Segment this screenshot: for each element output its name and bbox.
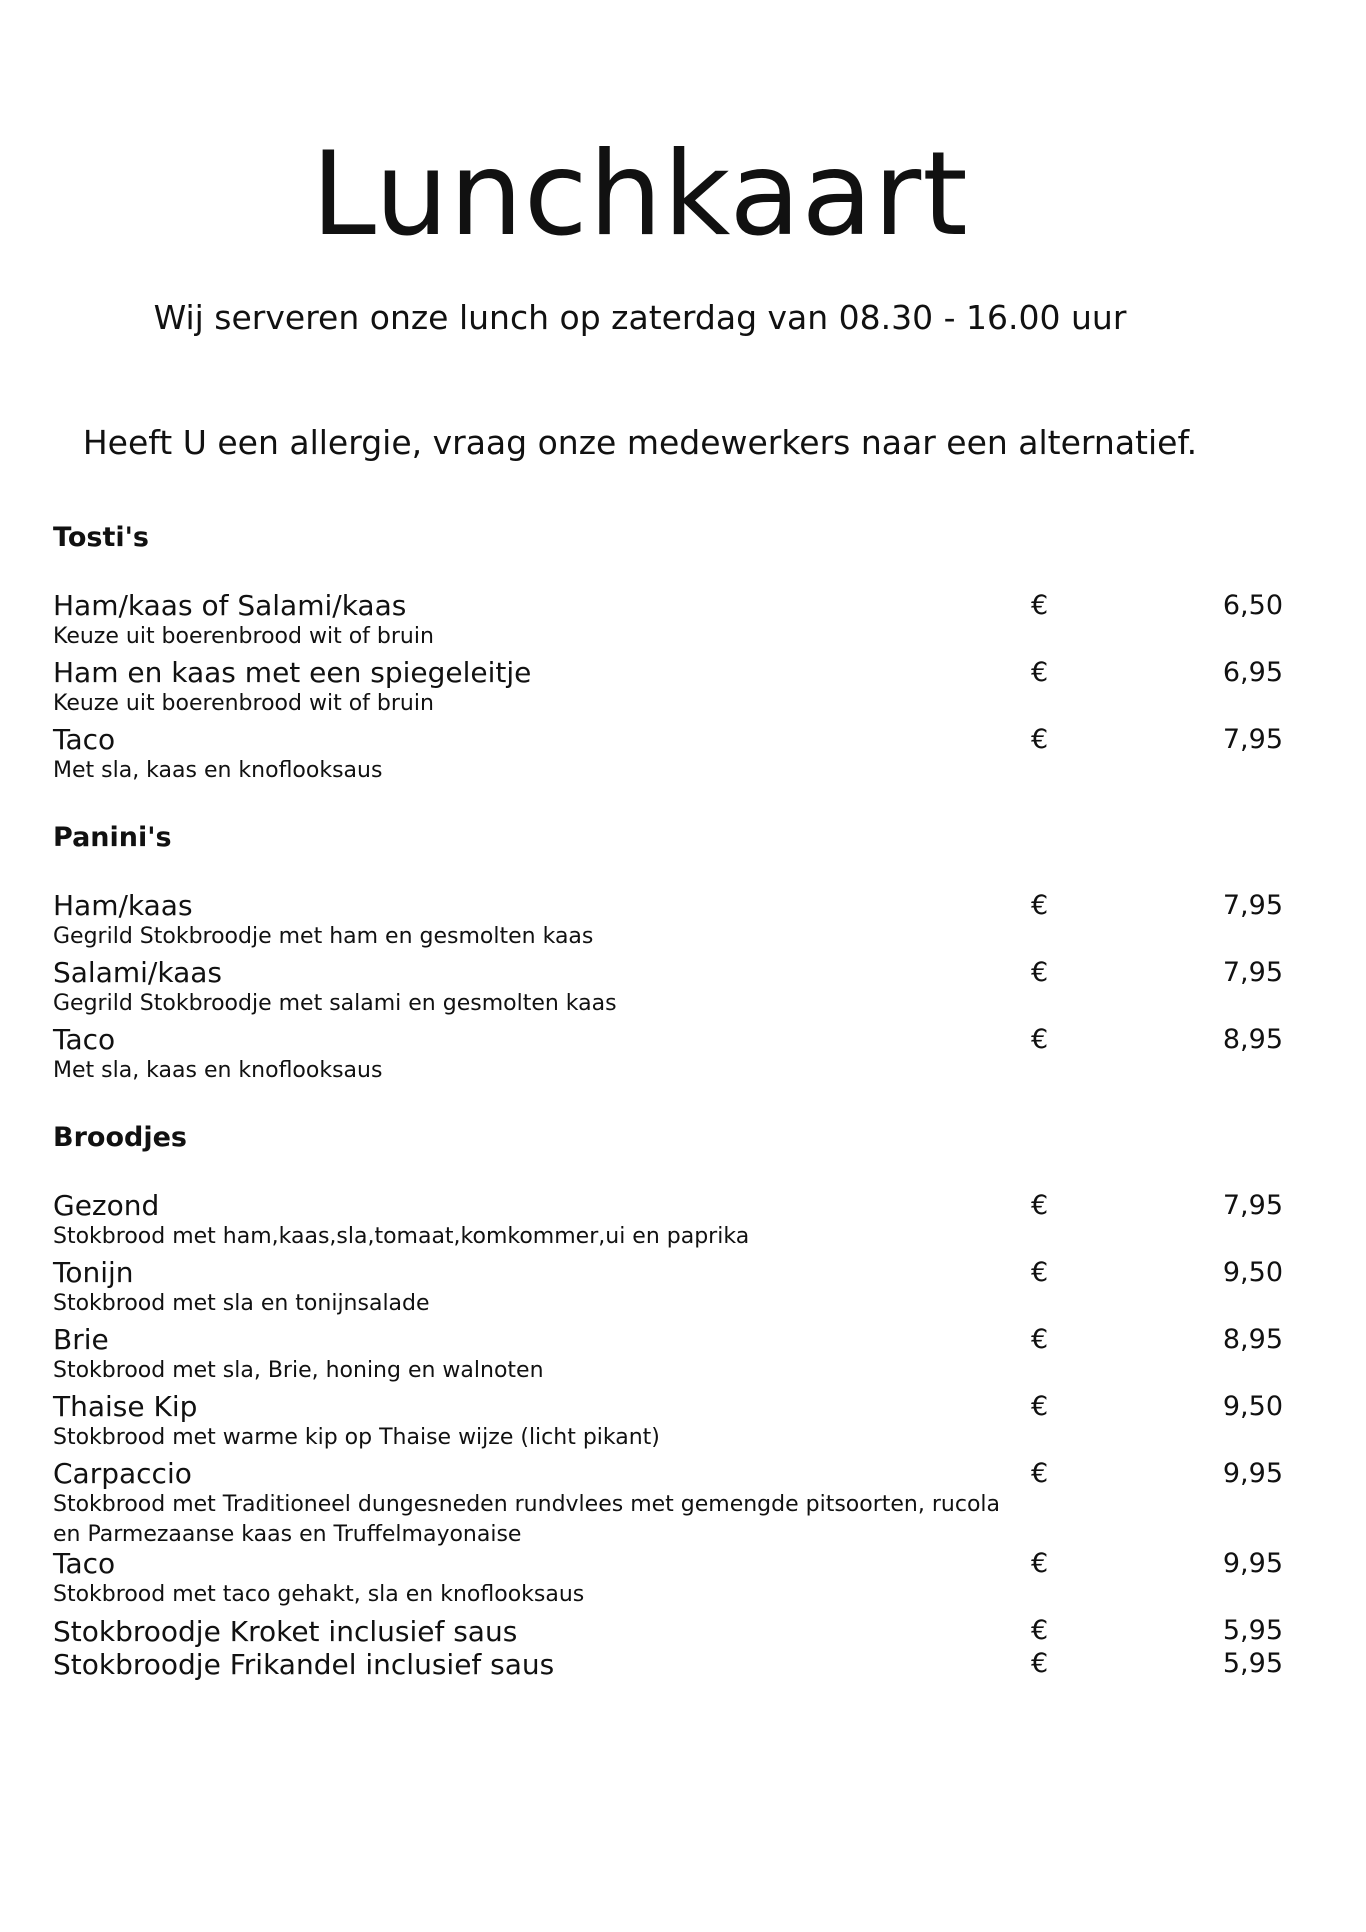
item-name: Brie (53, 1323, 109, 1356)
item-description: Stokbrood met sla, Brie, honing en walnoten (53, 1358, 544, 1383)
menu-item (53, 1023, 1283, 1091)
item-name: Taco (53, 723, 116, 756)
euro-sign: € (1031, 590, 1049, 621)
section-heading: Tosti's (53, 522, 149, 553)
item-price: 7,95 (1222, 1190, 1283, 1221)
euro-sign: € (1031, 1615, 1049, 1646)
menu-item (53, 589, 1283, 657)
item-price: 9,95 (1222, 1458, 1283, 1489)
item-name: Ham/kaas (53, 889, 193, 922)
item-price: 9,95 (1222, 1548, 1283, 1579)
item-price: 7,95 (1222, 957, 1283, 988)
item-description: Gegrild Stokbroodje met salami en gesmolten kaas (53, 991, 617, 1016)
item-name: Taco (53, 1023, 116, 1056)
item-description: Stokbrood met warme kip op Thaise wijze (licht pikant) (53, 1425, 660, 1450)
item-price: 6,95 (1222, 657, 1283, 688)
euro-sign: € (1031, 957, 1049, 988)
item-name: Stokbroodje Frikandel inclusief saus (53, 1648, 555, 1681)
euro-sign: € (1031, 1458, 1049, 1489)
item-name: Thaise Kip (53, 1390, 198, 1423)
menu-item (53, 1256, 1283, 1324)
item-price: 5,95 (1222, 1648, 1283, 1679)
item-price: 6,50 (1222, 590, 1283, 621)
menu-item (53, 1615, 1283, 1648)
item-price: 8,95 (1222, 1324, 1283, 1355)
item-list (53, 589, 1283, 791)
item-description: Met sla, kaas en knoflooksaus (53, 1058, 383, 1083)
item-description: Keuze uit boerenbrood wit of bruin (53, 624, 434, 649)
euro-sign: € (1031, 890, 1049, 921)
item-description: Stokbrood met sla en tonijnsalade (53, 1291, 430, 1316)
item-description: Stokbrood met taco gehakt, sla en knoflooksaus (53, 1582, 585, 1607)
item-price: 7,95 (1222, 890, 1283, 921)
item-price: 7,95 (1222, 724, 1283, 755)
item-description: Stokbrood met ham,kaas,sla,tomaat,komkommer,ui en paprika (53, 1224, 750, 1249)
item-list (53, 889, 1283, 1091)
item-name: Ham/kaas of Salami/kaas (53, 589, 407, 622)
section-heading: Panini's (53, 822, 172, 853)
menu-item (53, 1648, 1283, 1681)
item-price: 9,50 (1222, 1391, 1283, 1422)
item-name: Salami/kaas (53, 956, 222, 989)
menu-item (53, 1390, 1283, 1458)
euro-sign: € (1031, 1024, 1049, 1055)
menu-item (53, 956, 1283, 1024)
item-name: Gezond (53, 1189, 160, 1222)
section-tostis (53, 522, 1283, 791)
item-name: Stokbroodje Kroket inclusief saus (53, 1615, 518, 1648)
section-heading: Broodjes (53, 1122, 187, 1153)
menu-item (53, 1189, 1283, 1257)
item-description: Stokbrood met Traditioneel dungesneden rundvlees met gemengde pitsoorten, rucola en Parmezaanse kaas en Truffelmayonaise (53, 1492, 1000, 1547)
serving-hours: Wij serveren onze lunch op zaterdag van 08.30 - 16.00 uur (153, 298, 1127, 337)
item-price: 5,95 (1222, 1615, 1283, 1646)
menu-item (53, 1547, 1283, 1615)
item-description: Keuze uit boerenbrood wit of bruin (53, 691, 434, 716)
menu-item (53, 1323, 1283, 1391)
menu-item (53, 723, 1283, 791)
item-description: Met sla, kaas en knoflooksaus (53, 758, 383, 783)
item-price: 8,95 (1222, 1024, 1283, 1055)
menu-item (53, 1457, 1283, 1548)
allergy-note: Heeft U een allergie, vraag onze medewerkers naar een alternatief. (82, 423, 1198, 462)
item-list (53, 1189, 1283, 1681)
euro-sign: € (1031, 724, 1049, 755)
euro-sign: € (1031, 1257, 1049, 1288)
euro-sign: € (1031, 1324, 1049, 1355)
item-name: Tonijn (53, 1256, 134, 1289)
menu-item (53, 656, 1283, 724)
euro-sign: € (1031, 1190, 1049, 1221)
item-name: Taco (53, 1547, 116, 1580)
item-price: 9,50 (1222, 1257, 1283, 1288)
item-name: Ham en kaas met een spiegeleitje (53, 656, 532, 689)
euro-sign: € (1031, 1391, 1049, 1422)
item-description: Gegrild Stokbroodje met ham en gesmolten kaas (53, 924, 594, 949)
section-broodjes (53, 1122, 1283, 1681)
menu-item (53, 889, 1283, 957)
euro-sign: € (1031, 657, 1049, 688)
euro-sign: € (1031, 1648, 1049, 1679)
page-title: Lunchkaart (311, 127, 969, 262)
item-name: Carpaccio (53, 1457, 192, 1490)
section-paninis (53, 822, 1283, 1091)
euro-sign: € (1031, 1548, 1049, 1579)
